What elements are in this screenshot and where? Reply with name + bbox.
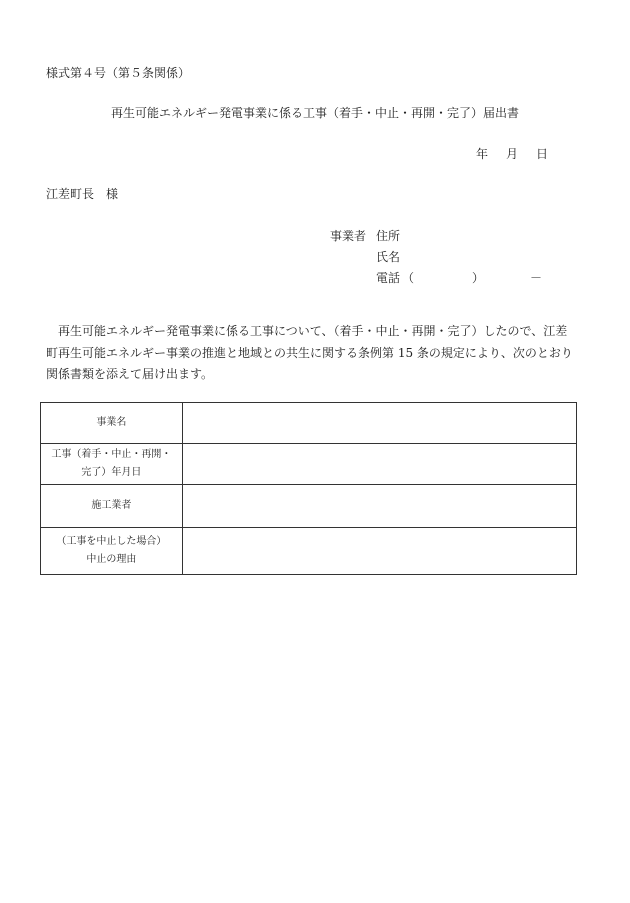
table-row-value[interactable] <box>182 403 576 444</box>
table-row-label-line: 完了）年月日 <box>81 467 142 478</box>
applicant-name-row <box>330 247 542 268</box>
table-row-label <box>41 528 183 575</box>
table-row <box>41 528 577 575</box>
date-day-label: 日 <box>536 147 549 161</box>
document-title: 再生可能エネルギー発電事業に係る工事（着手・中止・再開・完了）届出書 <box>110 106 519 120</box>
table-row <box>41 485 577 528</box>
phone-close-paren: ） <box>472 271 485 285</box>
notification-table <box>40 402 577 575</box>
phone-dash: － <box>530 271 543 285</box>
table-row-label-line: 事業名 <box>96 417 127 428</box>
applicant-block <box>330 226 542 289</box>
table-row-value[interactable] <box>182 528 576 575</box>
table-row-label-line: 工事（着手・中止・再開・ <box>51 449 172 460</box>
applicant-address-row <box>330 226 542 247</box>
addressee-name: 江差町長 <box>46 187 95 201</box>
body-paragraph: 再生可能エネルギー発電事業に係る工事について、（着手・中止・再開・完了）したので、江差町再生可能エネルギー事業の推進と地域との共生に関する条例第 15 条の規定により、次のとおり関係書類を添えて届け出ます。 <box>46 324 573 381</box>
table-row-label <box>41 444 183 485</box>
table-row-label-line: 中止の理由 <box>86 554 137 565</box>
table-row-value[interactable] <box>182 485 576 528</box>
applicant-phone-row <box>330 268 542 289</box>
table-row-label <box>41 485 183 528</box>
phone-label: 電話 <box>376 271 401 285</box>
table-row-label-line: 施工業者 <box>91 500 132 511</box>
date-year-label: 年 <box>476 147 489 161</box>
form-number: 様式第４号（第５条関係） <box>46 66 191 80</box>
addressee-honorific: 様 <box>106 187 119 201</box>
name-label: 氏名 <box>376 250 401 264</box>
table-row-value[interactable] <box>182 444 576 485</box>
table-row <box>41 403 577 444</box>
date-line <box>476 145 566 162</box>
table-row-label-line: （工事を中止した場合） <box>56 536 167 547</box>
applicant-role: 事業者 <box>330 229 367 243</box>
addressee <box>46 185 118 202</box>
phone-open-paren: （ <box>402 271 415 285</box>
table-row <box>41 444 577 485</box>
date-month-label: 月 <box>506 147 519 161</box>
table-row-label <box>41 403 183 444</box>
address-label: 住所 <box>376 229 401 243</box>
